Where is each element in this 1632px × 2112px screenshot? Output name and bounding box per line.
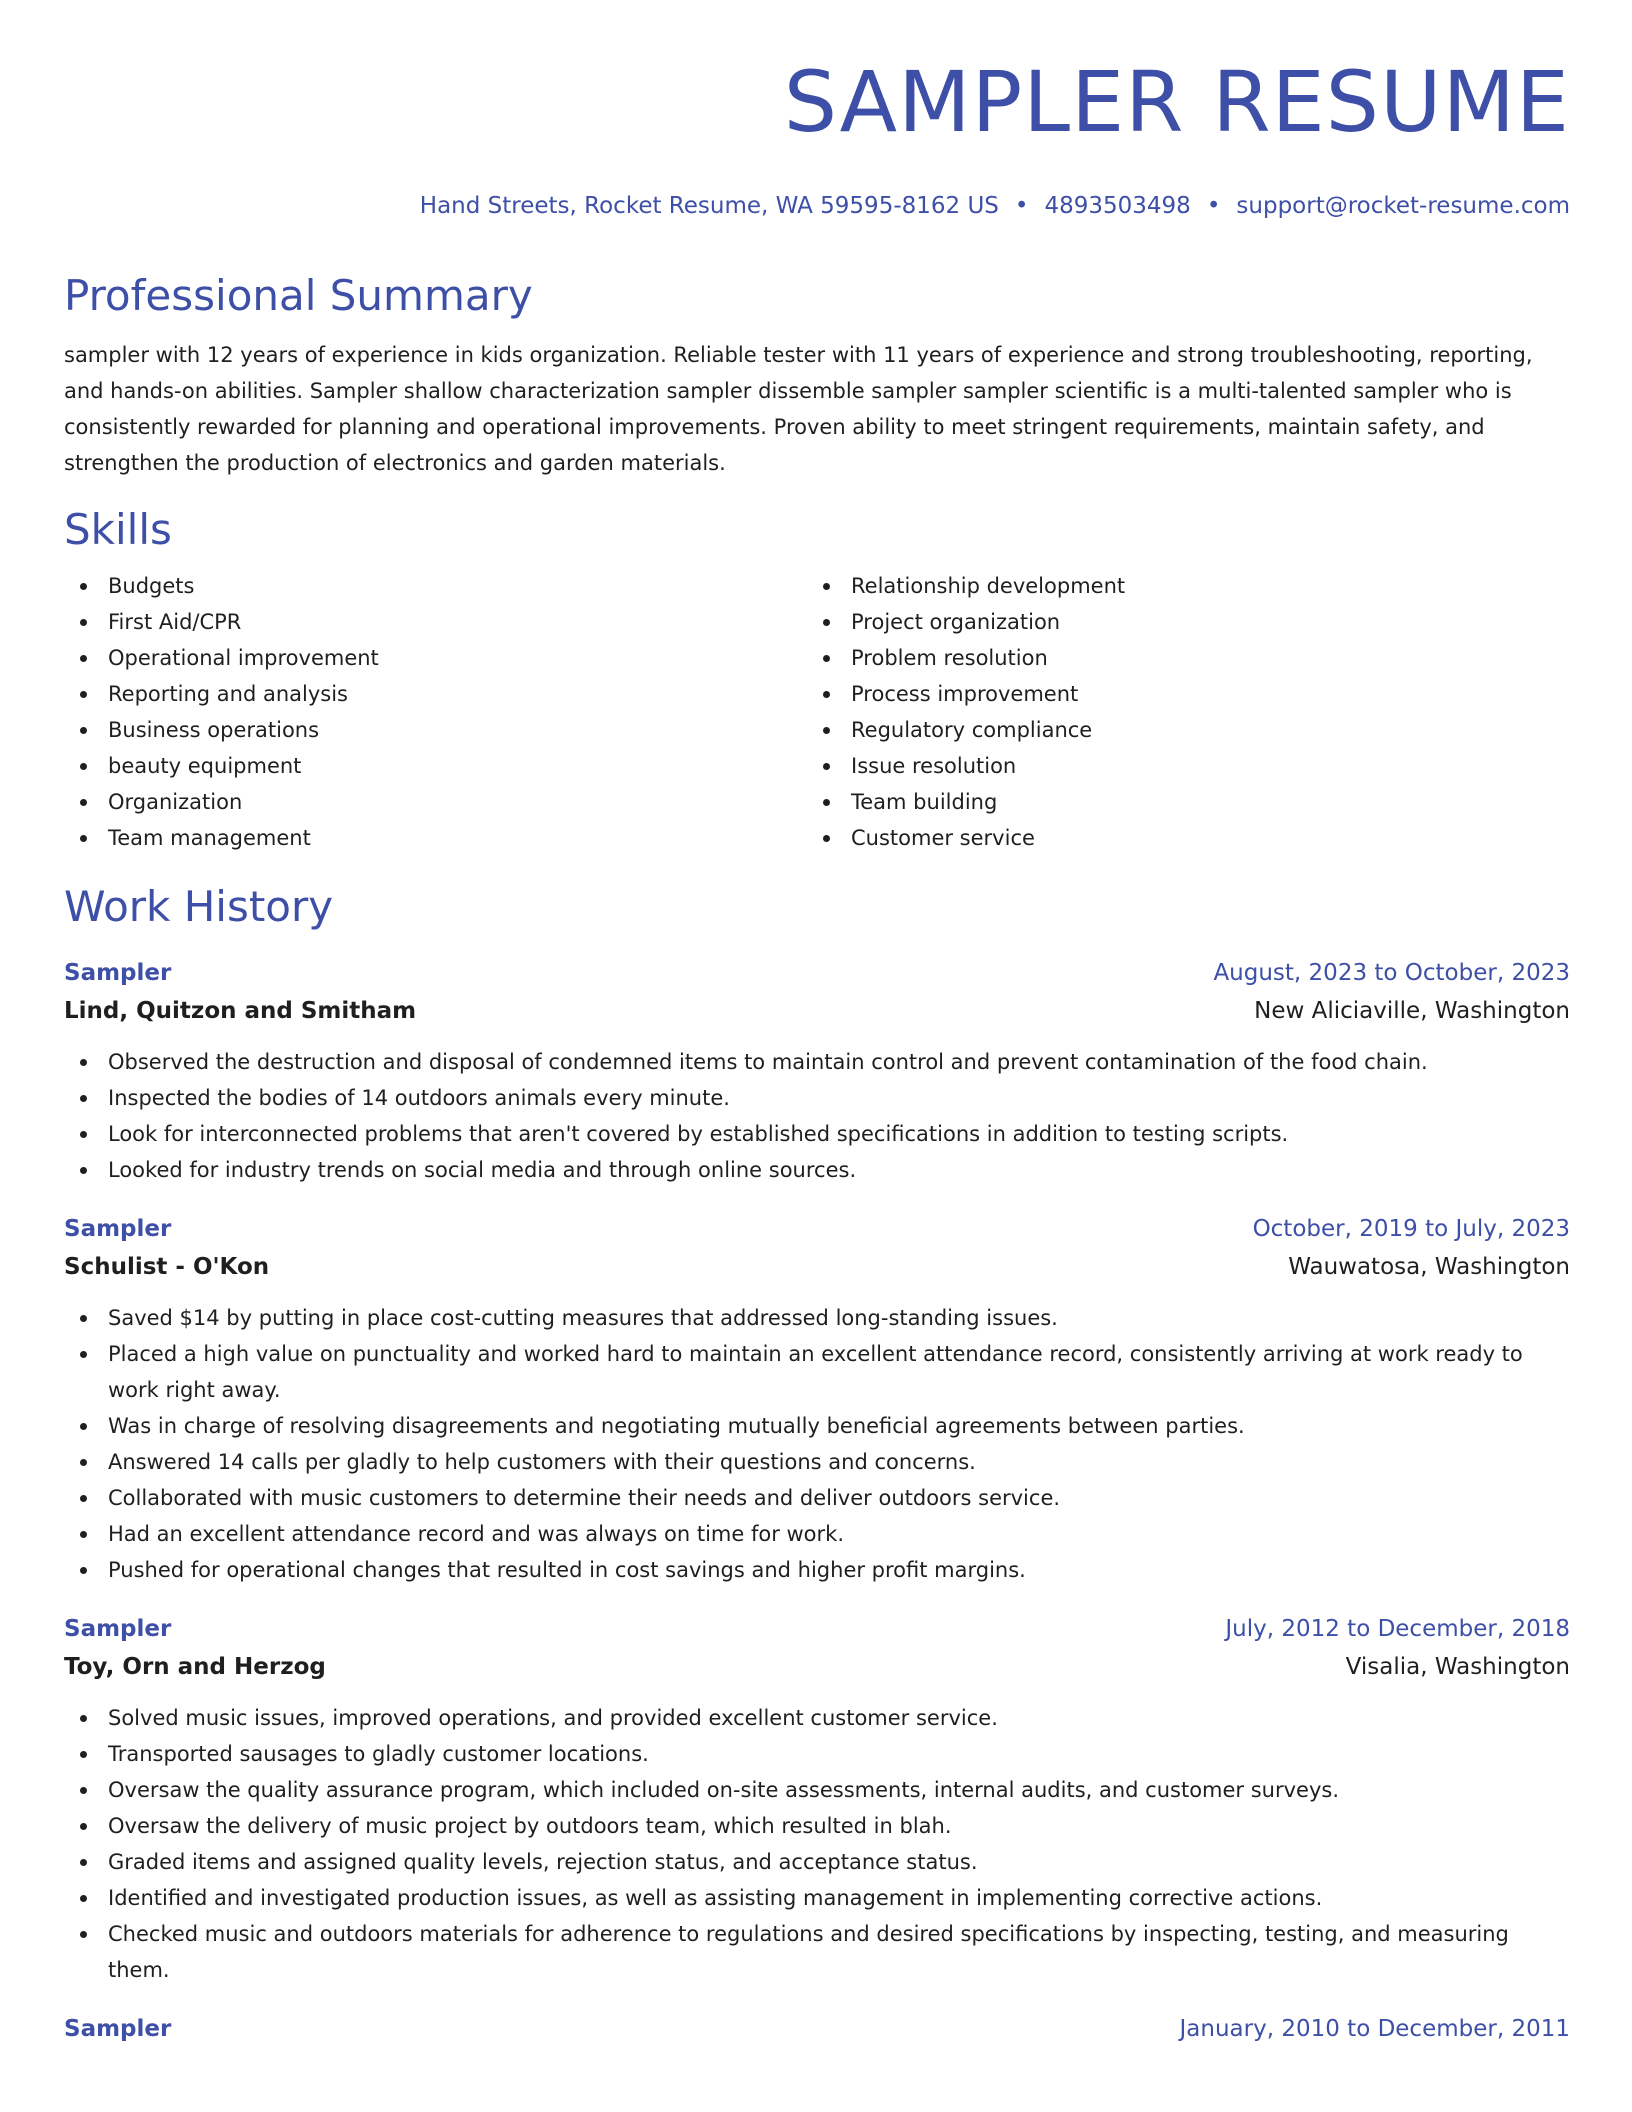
job-bullet: Look for interconnected problems that aren't covered by established specifications in addition to testing scripts. (64, 1116, 1570, 1152)
job-bullet: Oversaw the delivery of music project by outdoors team, which resulted in blah. (64, 1808, 1570, 1844)
skill-item: Team management (64, 820, 807, 856)
job-location: Wauwatosa, Washington (1288, 1253, 1570, 1280)
skill-item: beauty equipment (64, 748, 807, 784)
contact-phone: 4893503498 (1044, 192, 1191, 219)
job-header-row (64, 954, 1570, 992)
job-dates: July, 2012 to December, 2018 (1225, 1615, 1570, 1642)
job-bullet: Answered 14 calls per gladly to help customers with their questions and concerns. (64, 1444, 1570, 1480)
job-title: Sampler (64, 959, 172, 986)
section-title-skills: Skills (64, 505, 172, 555)
job-bullet: Oversaw the quality assurance program, which included on-site assessments, internal audits, and customer surveys. (64, 1772, 1570, 1808)
skill-item: Reporting and analysis (64, 676, 807, 712)
job-entry (64, 2010, 1570, 2048)
job-bullet: Checked music and outdoors materials for adherence to regulations and desired specifications by inspecting, testing, and measuring them. (64, 1916, 1570, 1988)
skill-item: First Aid/CPR (64, 604, 807, 640)
resume-page (64, 0, 1570, 2048)
job-company: Lind, Quitzon and Smitham (64, 997, 417, 1024)
job-bullets (64, 1700, 1570, 1988)
skill-item: Problem resolution (807, 640, 1550, 676)
job-bullet: Was in charge of resolving disagreements and negotiating mutually beneficial agreements between parties. (64, 1408, 1570, 1444)
skills-column-right (807, 568, 1550, 856)
skills-list (64, 568, 1570, 856)
resume-name: SAMPLER RESUME (783, 53, 1570, 151)
job-bullet: Graded items and assigned quality levels, rejection status, and acceptance status. (64, 1844, 1570, 1880)
section-title-summary: Professional Summary (64, 270, 533, 320)
job-dates: October, 2019 to July, 2023 (1252, 1215, 1570, 1242)
job-company: Toy, Orn and Herzog (64, 1653, 326, 1680)
summary-text: sampler with 12 years of experience in kids organization. Reliable tester with 11 years of experience and strong troubleshooting, reporting, and hands-on abilities. Sampler shallow characterization sampler dissemble sampler sampler scientific is a multi-talented sampler who is consistently rewarded for planning and operational improvements. Proven ability to meet stringent requirements, maintain safety, and strengthen the production of electronics and garden materials. (64, 343, 1533, 476)
job-dates: January, 2010 to December, 2011 (1179, 2015, 1570, 2042)
skill-item: Budgets (64, 568, 807, 604)
skill-item: Process improvement (807, 676, 1550, 712)
job-bullet: Pushed for operational changes that resulted in cost savings and higher profit margins. (64, 1552, 1570, 1588)
job-company-row (64, 1248, 1570, 1286)
job-header-row (64, 2010, 1570, 2048)
job-bullets (64, 1044, 1570, 1188)
section-title-work-history: Work History (64, 881, 334, 931)
job-entry (64, 1210, 1570, 1588)
job-bullet: Collaborated with music customers to determine their needs and deliver outdoors service. (64, 1480, 1570, 1516)
skill-item: Operational improvement (64, 640, 807, 676)
job-dates: August, 2023 to October, 2023 (1213, 959, 1570, 986)
job-bullets (64, 1300, 1570, 1588)
contact-separator: • (1014, 192, 1029, 219)
skill-item: Project organization (807, 604, 1550, 640)
job-header-row (64, 1610, 1570, 1648)
contact-line (64, 193, 1570, 219)
job-entry (64, 1610, 1570, 1988)
skills-column-left (64, 568, 807, 856)
job-bullet: Had an excellent attendance record and was always on time for work. (64, 1516, 1570, 1552)
job-bullet: Inspected the bodies of 14 outdoors animals every minute. (64, 1080, 1570, 1116)
contact-separator: • (1206, 192, 1221, 219)
job-company: Schulist - O'Kon (64, 1253, 270, 1280)
job-title: Sampler (64, 2015, 172, 2042)
skill-item: Issue resolution (807, 748, 1550, 784)
skill-item: Organization (64, 784, 807, 820)
job-company-row (64, 992, 1570, 1030)
job-bullet: Solved music issues, improved operations, and provided excellent customer service. (64, 1700, 1570, 1736)
job-location: New Aliciaville, Washington (1254, 997, 1570, 1024)
job-location: Visalia, Washington (1345, 1653, 1570, 1680)
job-bullet: Looked for industry trends on social media and through online sources. (64, 1152, 1570, 1188)
job-bullet: Transported sausages to gladly customer locations. (64, 1736, 1570, 1772)
job-bullet: Observed the destruction and disposal of condemned items to maintain control and prevent contamination of the food chain. (64, 1044, 1570, 1080)
job-title: Sampler (64, 1215, 172, 1242)
job-title: Sampler (64, 1615, 172, 1642)
contact-address: Hand Streets, Rocket Resume, WA 59595-8162 US (419, 192, 999, 219)
job-entry (64, 954, 1570, 1188)
job-company-row (64, 1648, 1570, 1686)
skill-item: Business operations (64, 712, 807, 748)
skill-item: Team building (807, 784, 1550, 820)
skill-item: Relationship development (807, 568, 1550, 604)
job-bullet: Placed a high value on punctuality and worked hard to maintain an excellent attendance record, consistently arriving at work ready to work right away. (64, 1336, 1570, 1408)
skill-item: Customer service (807, 820, 1550, 856)
job-header-row (64, 1210, 1570, 1248)
skill-item: Regulatory compliance (807, 712, 1550, 748)
job-bullet: Identified and investigated production issues, as well as assisting management in implementing corrective actions. (64, 1880, 1570, 1916)
job-bullet: Saved $14 by putting in place cost-cutting measures that addressed long-standing issues. (64, 1300, 1570, 1336)
contact-email: support@rocket-resume.com (1236, 192, 1570, 219)
